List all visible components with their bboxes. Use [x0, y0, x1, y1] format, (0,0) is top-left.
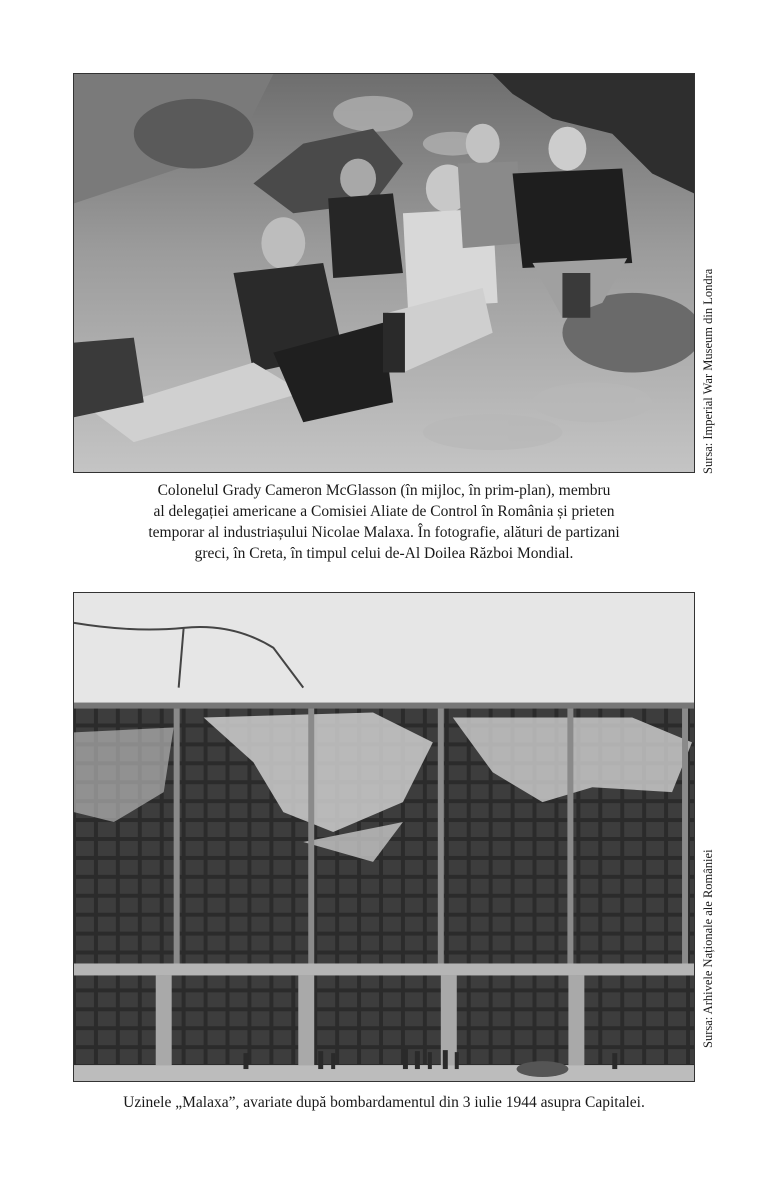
caption-line: greci, în Creta, în timpul celui de-Al Doilea Război Mondial. — [194, 545, 574, 562]
photo2-source-credit: Sursa: Arhivele Naționale ale României — [701, 849, 715, 1048]
photo-malaxa-factory — [73, 592, 695, 1082]
caption-line: al delegației americane a Comisiei Aliate de Control în România și prieten — [153, 503, 615, 520]
caption-line: temporar al industriașului Nicolae Malaxa. În fotografie, alături de partizani — [148, 524, 620, 541]
photo1-source-credit: Sursa: Imperial War Museum din Londra — [701, 268, 715, 474]
caption-line: Colonelul Grady Cameron McGlasson (în mijloc, în prim-plan), membru — [157, 482, 611, 499]
photo-partisans-crete — [73, 73, 695, 473]
photo1-caption — [73, 480, 695, 564]
photo2-caption: Uzinele „Malaxa”, avariate după bombardamentul din 3 iulie 1944 asupra Capitalei. — [123, 1094, 645, 1111]
